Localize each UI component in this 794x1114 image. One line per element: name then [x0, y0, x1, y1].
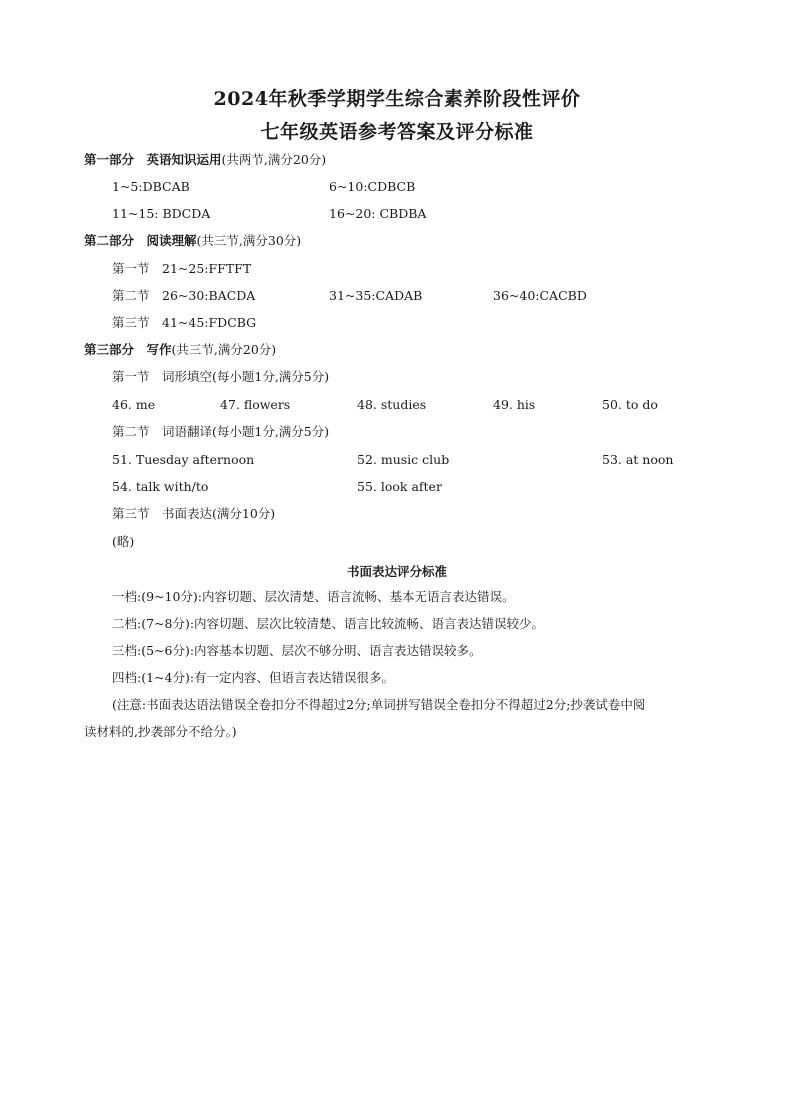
part3-section3-note: (略)	[112, 534, 135, 549]
rubric-title: 书面表达评分标准	[346, 564, 447, 579]
part3-section3-title: 第三节 书面表达(满分10分)	[112, 506, 276, 521]
answer-1-5: 1~5:DBCAB	[112, 179, 190, 194]
part1-heading	[84, 152, 326, 168]
part3-heading	[84, 342, 276, 358]
part2-section2-c: 36~40:CACBD	[493, 288, 587, 303]
part1-row-1	[112, 179, 190, 195]
answer-11-15: 11~15: BDCDA	[112, 206, 211, 221]
answer-6-10: 6~10:CDBCB	[329, 179, 416, 194]
rubric-level-2: 二档:(7~8分):内容切题、层次比较清楚、语言比较流畅、语言表达错误较少。	[112, 616, 545, 631]
part2-section1: 第一节 21~25:FFTFT	[112, 261, 252, 276]
answer-46: 46. me	[112, 397, 156, 412]
answer-47: 47. flowers	[220, 397, 291, 412]
answer-55: 55. look after	[357, 479, 442, 494]
part3-section1-title: 第一节 词形填空(每小题1分,满分5分)	[112, 369, 330, 384]
answer-54: 54. talk with/to	[112, 479, 209, 494]
rubric-level-3: 三档:(5~6分):内容基本切题、层次不够分明、语言表达错误较多。	[112, 643, 482, 658]
part3-section2-title: 第二节 词语翻译(每小题1分,满分5分)	[112, 424, 330, 439]
part2-section2-b: 31~35:CADAB	[329, 288, 423, 303]
answer-50: 50. to do	[602, 397, 658, 412]
answer-48: 48. studies	[357, 397, 427, 412]
part3-title: 第三部分 写作	[84, 342, 172, 357]
part2-heading	[84, 233, 301, 249]
part1-title: 第一部分 英语知识运用	[84, 152, 222, 167]
part2-note: (共三节,满分30分)	[196, 233, 302, 248]
answer-49: 49. his	[493, 397, 536, 412]
rubric-level-1: 一档:(9~10分):内容切题、层次清楚、语言流畅、基本无语言表达错误。	[112, 589, 515, 604]
answer-16-20: 16~20: CBDBA	[329, 206, 427, 221]
document-title: 2024年秋季学期学生综合素养阶段性评价	[213, 88, 581, 110]
rubric-note-line-1: (注意:书面表达语法错误全卷扣分不得超过2分;单词拼写错误全卷扣分不得超过2分;抄袭试卷中阅	[112, 697, 646, 712]
rubric-note-line-2: 读材料的,抄袭部分不给分。)	[84, 724, 237, 739]
document-subtitle: 七年级英语参考答案及评分标准	[260, 121, 534, 143]
answer-53: 53. at noon	[602, 452, 674, 467]
part1-note: (共两节,满分20分)	[221, 152, 327, 167]
answer-52: 52. music club	[357, 452, 450, 467]
rubric-level-4: 四档:(1~4分):有一定内容、但语言表达错误很多。	[112, 670, 395, 685]
part2-title: 第二部分 阅读理解	[84, 233, 197, 248]
answer-51: 51. Tuesday afternoon	[112, 452, 255, 467]
part2-section3: 第三节 41~45:FDCBG	[112, 315, 257, 330]
part2-section2-a: 第二节 26~30:BACDA	[112, 288, 256, 303]
part3-note: (共三节,满分20分)	[171, 342, 277, 357]
